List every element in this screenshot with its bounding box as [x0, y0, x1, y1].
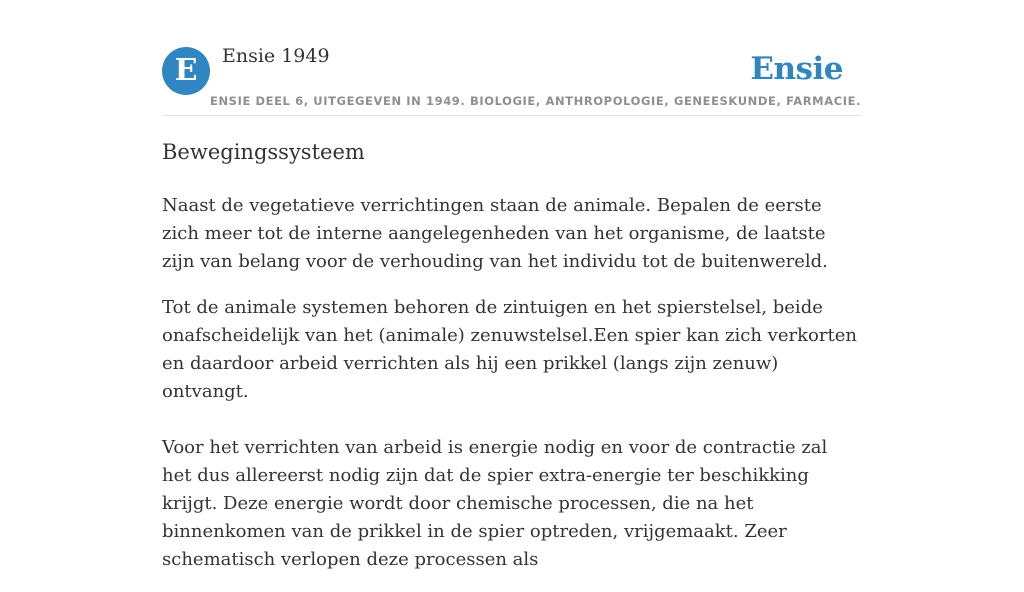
book-title[interactable]: Ensie 1949: [222, 45, 330, 67]
book-subtitle: ENSIE DEEL 6, UITGEGEVEN IN 1949. BIOLOGIE, ANTHROPOLOGIE, GENEESKUNDE, FARMACIE.: [210, 94, 862, 108]
article-paragraph: Naast de vegetatieve verrichtingen staan de animale. Bepalen de eerste zich meer tot de interne aangelegenheden van het organisme, de laatste zijn van belang voor de verhouding van het individu tot de buitenwereld.: [162, 195, 828, 272]
ensie-logo[interactable]: E: [162, 47, 210, 95]
brand-link[interactable]: Ensie: [750, 51, 843, 87]
article-body: [162, 192, 862, 592]
article-title: Bewegingssysteem: [162, 140, 365, 164]
article-paragraph: Tot de animale systemen behoren de zintuigen en het spierstelsel, beide onafscheidelijk van het (animale) zenuwstelsel.Een spier kan zich verkorten en daardoor arbeid verrichten als hij een prikkel (langs zijn zenuw) ontvangt. Voor het verrichten van arbeid is energie nodig en voor de contractie zal het dus allereerst nodig zijn dat de spier extra-energie ter beschikking krijgt. Deze energie wordt door chemische processen, die na het binnenkomen van de prikkel in de spier optreden, vrijgemaakt. Zeer schematisch verlopen deze processen als: [162, 297, 857, 570]
header: [162, 0, 862, 116]
